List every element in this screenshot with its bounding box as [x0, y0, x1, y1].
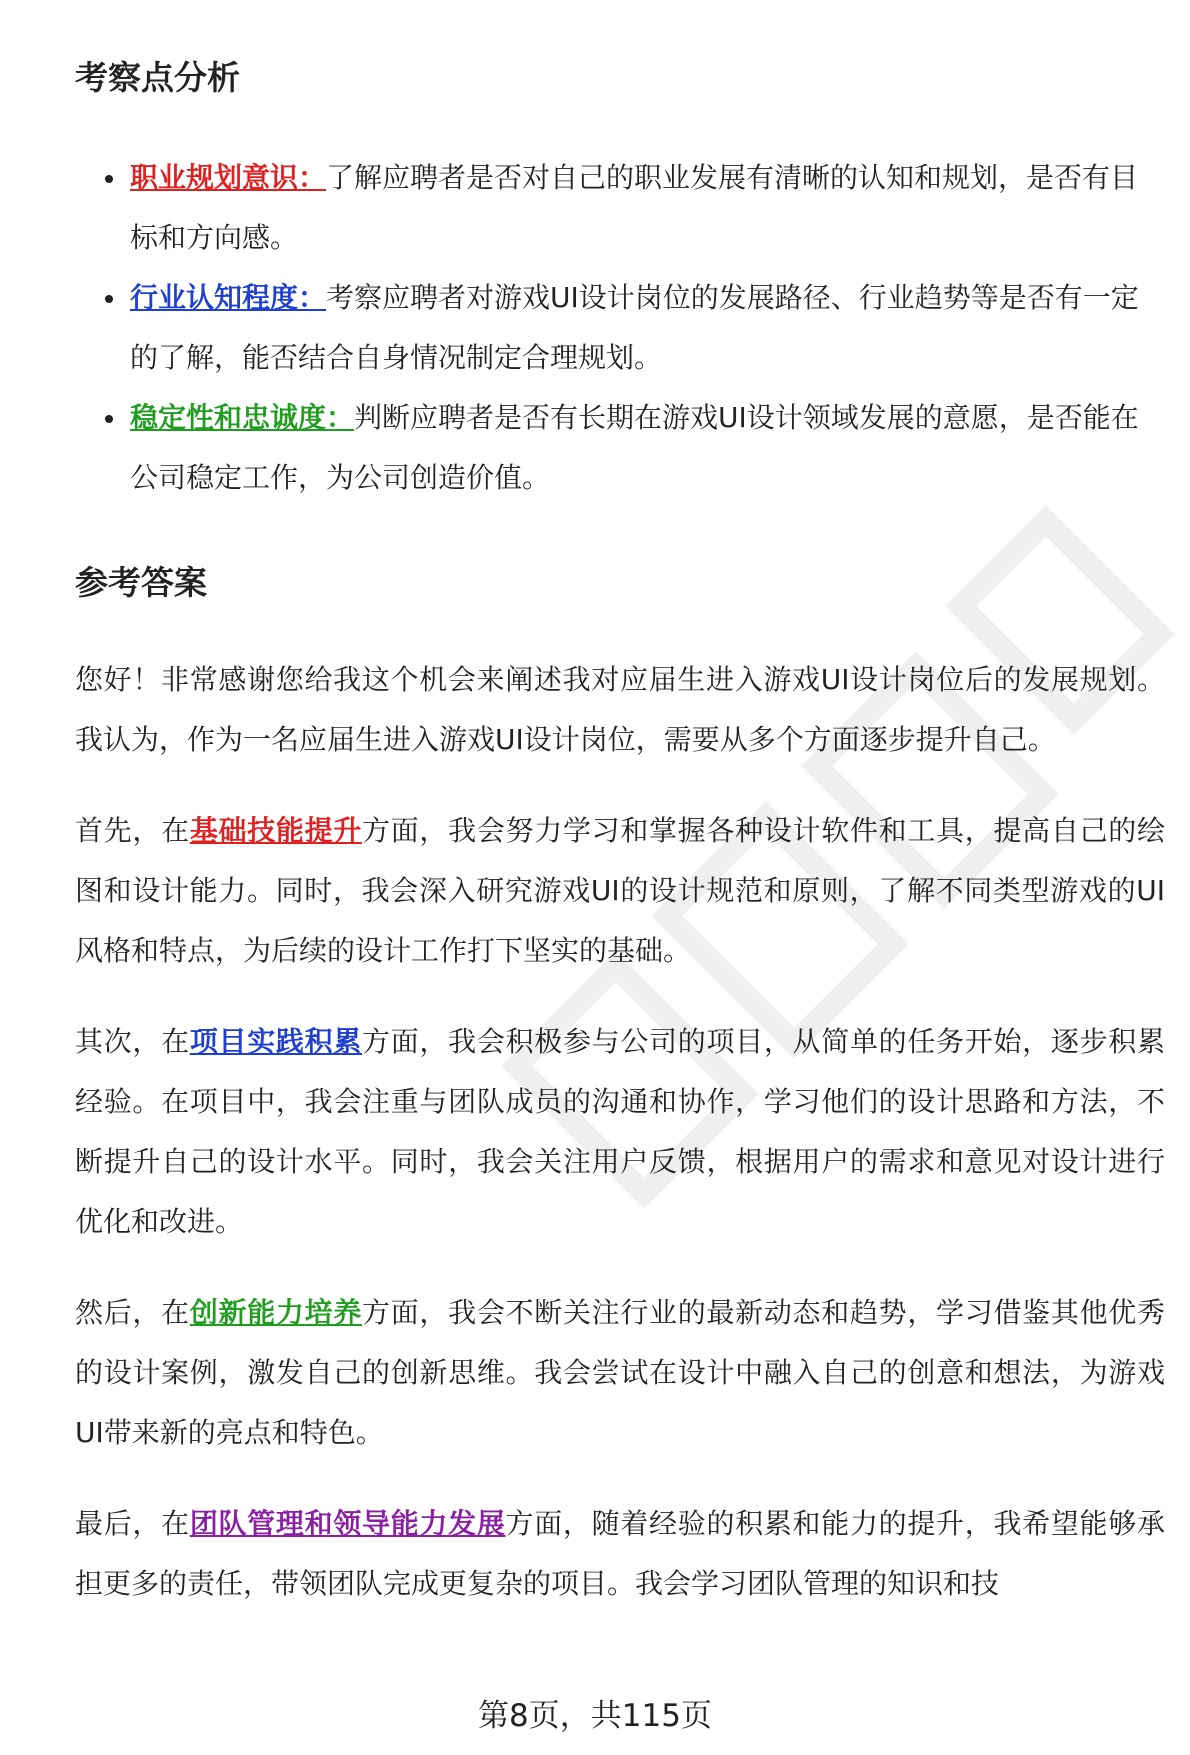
list-item [75, 388, 1165, 508]
answer-paragraph [75, 801, 1165, 981]
section-title-answer: 参考答案 [75, 563, 207, 602]
answer-intro: 您好！非常感谢您给我这个机会来阐述我对应届生进入游戏UI设计岗位后的发展规划。我认为，作为一名应届生进入游戏UI设计岗位，需要从多个方面逐步提升自己。 [75, 663, 1165, 756]
paragraph-keyword: 团队管理和领导能力发展 [189, 1507, 506, 1540]
paragraph-keyword: 基础技能提升 [189, 814, 363, 847]
point-text: 考察应聘者对游戏UI设计岗位的发展路径、行业趋势等是否有一定的了解，能否结合自身情况制定合理规划。 [130, 281, 1139, 374]
paragraph-text: 方面，随着经验的积累和能力的提升，我希望能够承担更多的责任，带领团队完成更复杂的项目。我会学习团队管理的知识和技 [75, 1507, 1165, 1600]
answer-body [75, 650, 1165, 1645]
point-label: 稳定性和忠诚度： [130, 401, 355, 434]
bullet-icon [105, 415, 113, 423]
page-number: 第8页，共115页 [478, 1698, 712, 1734]
answer-paragraph [75, 1283, 1165, 1463]
paragraph-lead: 最后，在 [75, 1507, 190, 1540]
paragraph-text: 方面，我会不断关注行业的最新动态和趋势，学习借鉴其他优秀的设计案例，激发自己的创新思维。我会尝试在设计中融入自己的创意和想法，为游戏UI带来新的亮点和特色。 [75, 1296, 1165, 1449]
paragraph-text: 方面，我会努力学习和掌握各种设计软件和工具，提高自己的绘图和设计能力。同时，我会深入研究游戏UI的设计规范和原则，了解不同类型游戏的UI风格和特点，为后续的设计工作打下坚实的基础。 [75, 814, 1165, 967]
section-title-analysis: 考察点分析 [75, 58, 240, 97]
bullet-icon [105, 175, 113, 183]
point-text: 了解应聘者是否对自己的职业发展有清晰的认知和规划，是否有目标和方向感。 [130, 161, 1139, 254]
analysis-points-list [75, 148, 1165, 508]
list-item [75, 268, 1165, 388]
point-label: 行业认知程度： [130, 281, 327, 314]
paragraph-keyword: 项目实践积累 [189, 1025, 363, 1058]
answer-paragraph [75, 1012, 1165, 1252]
paragraph-lead: 其次，在 [75, 1025, 190, 1058]
paragraph-lead: 然后，在 [75, 1296, 190, 1329]
paragraph-text: 方面，我会积极参与公司的项目，从简单的任务开始，逐步积累经验。在项目中，我会注重与团队成员的沟通和协作，学习他们的设计思路和方法，不断提升自己的设计水平。同时，我会关注用户反馈，根据用户的需求和意见对设计进行优化和改进。 [75, 1025, 1165, 1238]
answer-paragraph [75, 1494, 1165, 1614]
paragraph-lead: 首先，在 [75, 814, 190, 847]
bullet-icon [105, 295, 113, 303]
point-label: 职业规划意识： [130, 161, 327, 194]
list-item [75, 148, 1165, 268]
paragraph-keyword: 创新能力培养 [189, 1296, 363, 1329]
point-text: 判断应聘者是否有长期在游戏UI设计领域发展的意愿，是否能在公司稳定工作，为公司创造价值。 [130, 401, 1139, 494]
